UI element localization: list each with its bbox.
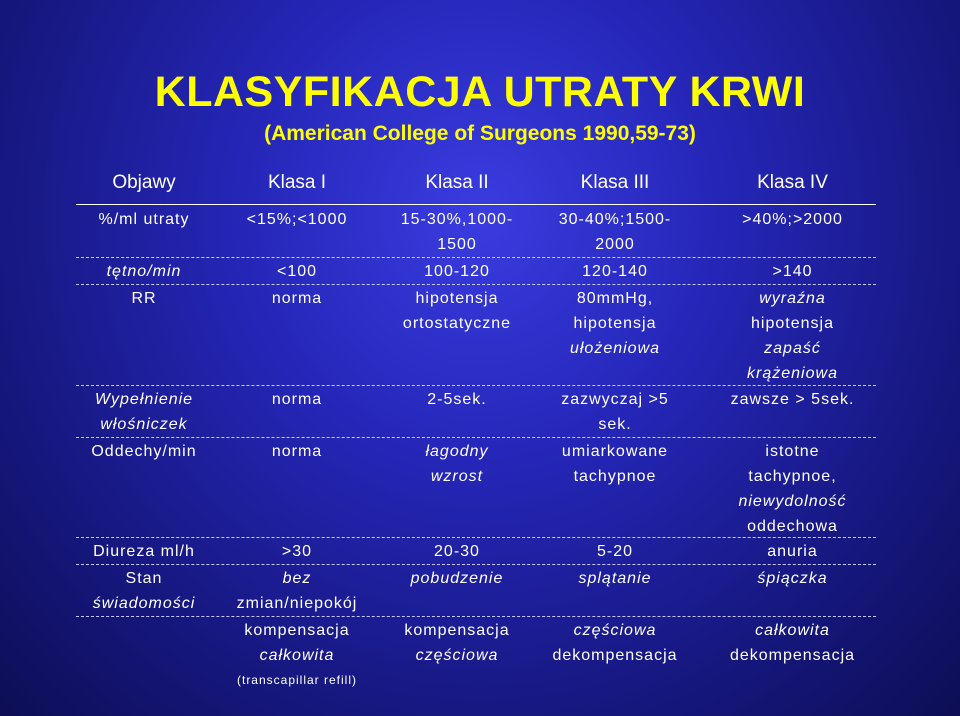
cell-class-2-diuresis	[382, 539, 532, 564]
cell-class-3-pulse	[540, 259, 690, 284]
header-class-3: Klasa III	[580, 172, 650, 193]
cell-line: wyraźna	[759, 290, 826, 307]
cell-line: 120-140	[582, 263, 648, 280]
cell-line: (transcapillar refill)	[236, 673, 358, 687]
cell-line: śpiączka	[757, 570, 828, 587]
cell-line: hipotensja	[415, 290, 499, 307]
row-label-diuresis	[76, 539, 212, 564]
row-label-blood-loss	[76, 207, 212, 232]
cell-class-4-pulse	[705, 259, 880, 284]
cell-line: <100	[276, 263, 318, 280]
cell-line: tachypnoe,	[748, 468, 837, 485]
cell-line: zawsze > 5sek.	[730, 391, 855, 408]
cell-line: całkowita	[259, 647, 335, 664]
header-class-2: Klasa II	[425, 172, 489, 193]
cell-line: umiarkowane	[561, 443, 669, 460]
cell-line: >40%;>2000	[742, 211, 843, 228]
cell-class-3-diuresis	[540, 539, 690, 564]
cell-line: 15-30%,1000-	[400, 211, 514, 228]
cell-line: istotne	[765, 443, 820, 460]
cell-line: częściowa	[415, 647, 499, 664]
cell-class-3-blood-loss	[540, 207, 690, 257]
cell-class-3-respiration	[540, 439, 690, 489]
cell-line: 2000	[595, 236, 635, 253]
cell-class-1-capillary-refill	[222, 387, 372, 412]
row-label-respiration	[76, 439, 212, 464]
row-divider	[76, 564, 876, 565]
cell-line: tętno/min	[106, 263, 182, 280]
row-label-pulse	[76, 259, 212, 284]
cell-line: ułożeniowa	[569, 340, 661, 357]
cell-line: splątanie	[578, 570, 652, 587]
cell-class-3-blood-pressure	[540, 286, 690, 361]
cell-line: niewydolność	[738, 493, 847, 510]
cell-class-4-respiration	[705, 439, 880, 539]
cell-class-1-diuresis	[222, 539, 372, 564]
row-divider	[76, 257, 876, 258]
row-label-blood-pressure	[76, 286, 212, 311]
cell-line: dekompensacja	[729, 647, 856, 664]
cell-class-1-respiration	[222, 439, 372, 464]
cell-line: 30-40%;1500-	[558, 211, 672, 228]
row-divider	[76, 537, 876, 538]
cell-line: Stan	[125, 570, 163, 587]
cell-line: >30	[281, 543, 313, 560]
cell-line: ortostatyczne	[402, 315, 512, 332]
row-divider	[76, 616, 876, 617]
cell-class-2-blood-loss	[382, 207, 532, 257]
cell-line: 20-30	[434, 543, 480, 560]
cell-line: sek.	[598, 416, 632, 433]
cell-class-2-respiration	[382, 439, 532, 489]
row-label-capillary-refill	[76, 387, 212, 437]
cell-line: 5-20	[596, 543, 634, 560]
cell-class-1-consciousness	[222, 566, 372, 616]
cell-line: kompensacja	[404, 622, 510, 639]
cell-line: norma	[271, 443, 323, 460]
cell-class-1-blood-loss	[222, 207, 372, 232]
cell-line: świadomości	[92, 595, 196, 612]
cell-class-4-capillary-refill	[705, 387, 880, 412]
cell-class-2-compensation	[382, 618, 532, 668]
cell-line: częściowa	[573, 622, 657, 639]
cell-line: hipotensja	[751, 315, 834, 332]
row-divider	[76, 284, 876, 285]
cell-class-4-consciousness	[705, 566, 880, 591]
row-label-consciousness	[76, 566, 212, 616]
cell-line: włośniczek	[100, 416, 188, 433]
cell-line: Wypełnienie	[94, 391, 194, 408]
slide-title: KLASYFIKACJA UTRATY KRWI	[154, 68, 806, 116]
cell-line: norma	[271, 290, 323, 307]
cell-line: całkowita	[755, 622, 830, 639]
cell-class-2-blood-pressure	[382, 286, 532, 336]
cell-line: bez	[282, 570, 312, 587]
row-divider	[76, 437, 876, 438]
header-class-1: Klasa I	[267, 172, 327, 193]
cell-line: >140	[772, 263, 813, 280]
row-divider	[76, 385, 876, 386]
cell-line: krążeniowa	[747, 365, 838, 382]
cell-class-3-compensation	[540, 618, 690, 668]
cell-class-4-compensation	[705, 618, 880, 668]
header-class-4: Klasa IV	[757, 172, 828, 193]
cell-class-3-consciousness	[540, 566, 690, 591]
cell-line: pobudzenie	[410, 570, 504, 587]
cell-class-3-capillary-refill	[540, 387, 690, 437]
slide-subtitle: (American College of Surgeons 1990,59-73)	[264, 122, 696, 145]
header-divider	[76, 204, 876, 205]
cell-line: oddechowa	[747, 518, 838, 535]
cell-line: norma	[271, 391, 323, 408]
cell-line: Oddechy/min	[91, 443, 197, 460]
cell-class-1-compensation	[222, 618, 372, 693]
cell-line: %/ml utraty	[98, 211, 190, 228]
cell-line: zmian/niepokój	[236, 595, 358, 612]
cell-class-4-blood-pressure	[705, 286, 880, 386]
cell-class-4-diuresis	[705, 539, 880, 564]
cell-class-1-blood-pressure	[222, 286, 372, 311]
cell-line: kompensacja	[244, 622, 350, 639]
cell-line: wzrost	[430, 468, 484, 485]
cell-line: hipotensja	[573, 315, 657, 332]
cell-line: 80mmHg,	[576, 290, 654, 307]
cell-line: dekompensacja	[552, 647, 678, 664]
cell-line: tachypnoe	[573, 468, 657, 485]
cell-line: 100-120	[424, 263, 490, 280]
cell-line: <15%;<1000	[246, 211, 348, 228]
cell-line: Diureza ml/h	[93, 543, 195, 560]
cell-line: zapaść	[764, 340, 821, 357]
cell-class-4-blood-loss	[705, 207, 880, 232]
cell-class-2-capillary-refill	[382, 387, 532, 412]
cell-class-1-pulse	[222, 259, 372, 284]
cell-class-2-pulse	[382, 259, 532, 284]
cell-class-2-consciousness	[382, 566, 532, 591]
cell-line: zazwyczaj >5	[561, 391, 669, 408]
header-symptoms: Objawy	[112, 172, 176, 193]
cell-line: 2-5sek.	[427, 391, 487, 408]
cell-line: anuria	[767, 543, 818, 560]
cell-line: RR	[131, 290, 157, 307]
cell-line: łagodny	[425, 443, 489, 460]
cell-line: 1500	[437, 236, 477, 253]
